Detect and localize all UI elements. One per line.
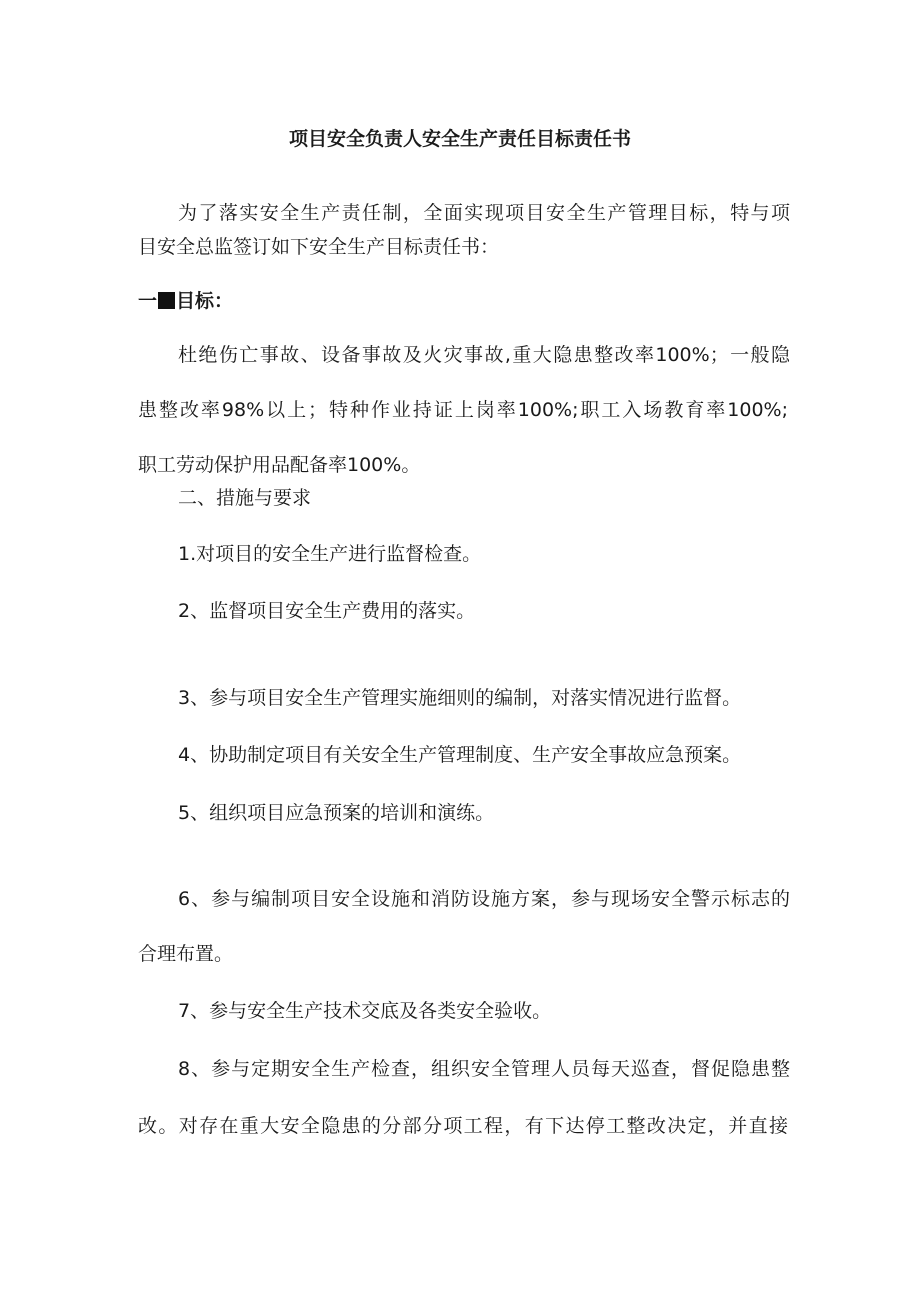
section-2-heading: 二、措施与要求: [178, 487, 312, 509]
list-item-8-line-1: 8、参与定期安全生产检查，组织安全管理人员每天巡查，督促隐患整: [178, 1058, 790, 1080]
list-item-8-line-2: 改。对存在重大安全隐患的分部分项工程，有下达停工整改决定，并直接: [138, 1115, 788, 1137]
list-item-2: 2、监督项目安全生产费用的落实。: [178, 600, 476, 622]
list-item-6-line-2: 合理布置。: [138, 943, 234, 965]
intro-line-1: 为了落实安全生产责任制，全面实现项目安全生产管理目标，特与项: [178, 202, 790, 224]
intro-line-2: 目安全总监签订如下安全生产目标责任书：: [138, 236, 500, 258]
list-item-7: 7、参与安全生产技术交底及各类安全验收。: [178, 1000, 552, 1022]
document-title: 项目安全负责人安全生产责任目标责任书: [288, 128, 631, 150]
list-item-3: 3、参与项目安全生产管理实施细则的编制，对落实情况进行监督。: [178, 687, 742, 709]
list-item-5: 5、组织项目应急预案的培训和演练。: [178, 802, 495, 824]
list-item-6-line-1: 6、参与编制项目安全设施和消防设施方案，参与现场安全警示标志的: [178, 888, 790, 910]
black-square-icon: [158, 292, 175, 309]
list-item-1: 1.对项目的安全生产进行监督检查。: [178, 543, 482, 565]
section-1-heading-text: 目标：: [176, 290, 234, 312]
section-1-line-3: 职工劳动保护用品配备率100%。: [138, 454, 421, 476]
section-1-line-1: 杜绝伤亡事故、设备事故及火灾事故,重大隐患整改率100%；一般隐: [178, 344, 790, 366]
section-1-line-2: 患整改率98%以上；特种作业持证上岗率100%;职工入场教育率100%;: [138, 399, 788, 421]
section-1-prefix: 一: [138, 290, 158, 312]
section-1-heading: [138, 288, 788, 314]
list-item-4: 4、协助制定项目有关安全生产管理制度、生产安全事故应急预案。: [178, 744, 742, 766]
